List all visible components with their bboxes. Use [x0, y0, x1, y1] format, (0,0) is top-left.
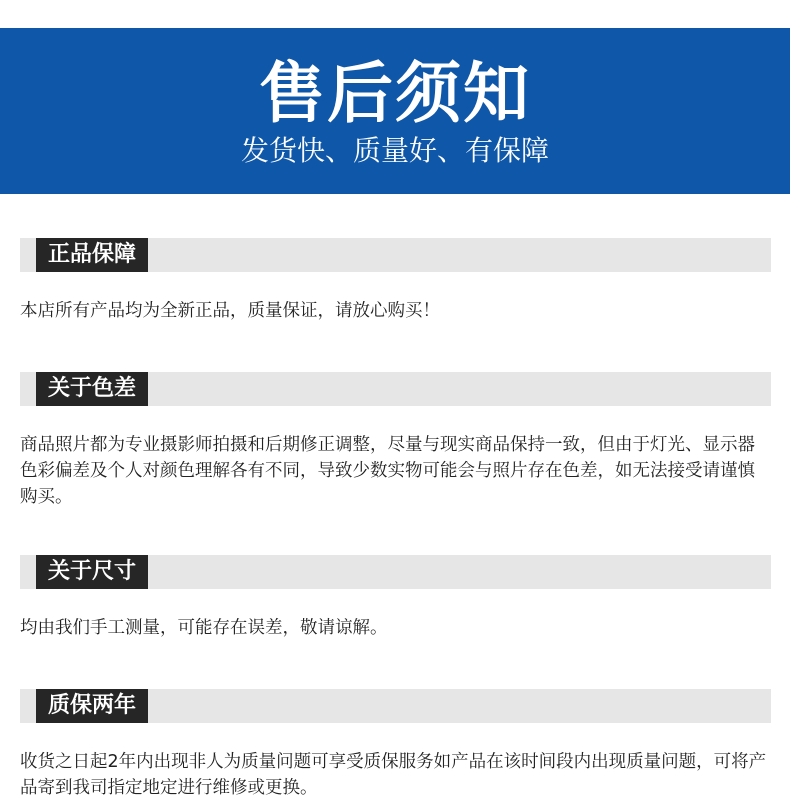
- section-header-warranty: [20, 689, 771, 723]
- section-header-authentic: [20, 238, 771, 272]
- section-title: 关于尺寸: [36, 555, 148, 589]
- page-title: 售后须知: [259, 55, 531, 132]
- page-subtitle: 发货快、质量好、有保障: [240, 134, 549, 167]
- section-header-size: [20, 555, 771, 589]
- section-body-color-difference: 商品照片都为专业摄影师拍摄和后期修正调整，尽量与现实商品保持一致，但由于灯光、显示器色彩偏差及个人对颜色理解各有不同，导致少数实物可能会与照片存在色差，如无法接受请谨慎购买。: [20, 435, 755, 507]
- section-body-warranty: 收货之日起2年内出现非人为质量问题可享受质保服务如产品在该时间段内出现质量问题，可将产品寄到我司指定地定进行维修或更换。: [20, 752, 767, 798]
- section-title: 关于色差: [36, 372, 148, 406]
- section-body-size: 均由我们手工测量，可能存在误差，敬请谅解。: [20, 618, 388, 638]
- section-title: 质保两年: [36, 689, 148, 723]
- section-body-authentic: 本店所有产品均为全新正品，质量保证，请放心购买！: [20, 301, 440, 321]
- section-header-color-difference: [20, 372, 771, 406]
- section-title: 正品保障: [36, 238, 148, 272]
- header-banner: [0, 28, 790, 194]
